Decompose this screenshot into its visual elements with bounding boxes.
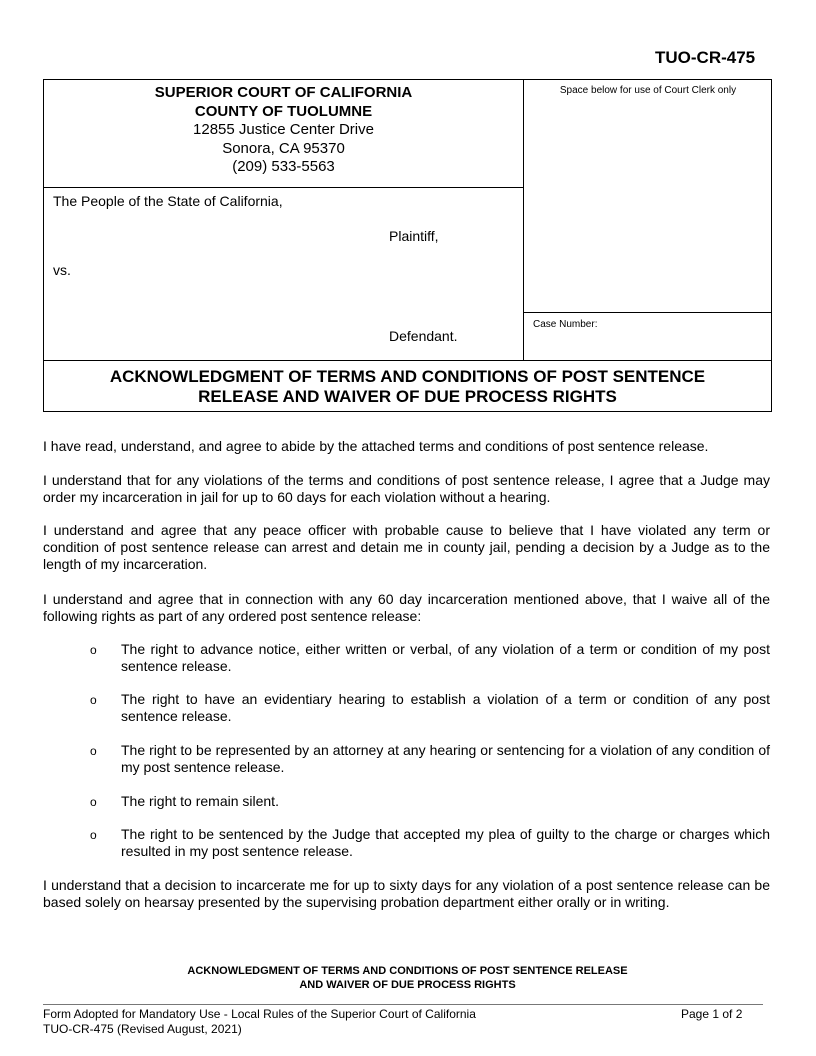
caption-divider-vertical	[523, 79, 524, 360]
bullet-icon: o	[90, 693, 97, 707]
caption-divider-title	[43, 360, 772, 361]
right-item: The right to be sentenced by the Judge that accepted my plea of guilty to the charge or charges which resulted in my post sentence release.	[121, 826, 770, 859]
bullet-icon: o	[90, 744, 97, 758]
court-name: SUPERIOR COURT OF CALIFORNIA	[154, 84, 413, 101]
court-header	[44, 84, 523, 177]
footer-info	[43, 1007, 476, 1037]
footer-rule	[43, 1004, 763, 1005]
people-label: The People of the State of California,	[53, 193, 283, 209]
caption-divider-court	[43, 187, 524, 188]
bullet-icon: o	[90, 828, 97, 842]
paragraph-peace-officer: I understand and agree that any peace officer with probable cause to believe that I have violated any term or condition of post sentence release can arrest and detain me in county jail, pending a decision by a Judge as to the length of my incarceration.	[43, 522, 770, 572]
right-item: The right to remain silent.	[121, 793, 279, 809]
paragraph-violations: I understand that for any violations of the terms and conditions of post sentence release, I agree that a Judge may order my incarceration in jail for up to 60 days for each violation without a hearing.	[43, 472, 770, 505]
right-item: The right to be represented by an attorney at any hearing or sentencing for a violation of any condition of my post sentence release.	[121, 742, 770, 775]
right-item: The right to advance notice, either written or verbal, of any violation of a term or condition of my post sentence release.	[121, 641, 770, 674]
court-address: 12855 Justice Center Drive	[193, 121, 374, 138]
plaintiff-label: Plaintiff,	[389, 228, 439, 244]
court-county: COUNTY OF TUOLUMNE	[194, 102, 373, 120]
document-title-line1: ACKNOWLEDGMENT OF TERMS AND CONDITIONS OF POST SENTENCE	[109, 367, 706, 386]
bullet-icon: o	[90, 795, 97, 809]
footer-revision: TUO-CR-475 (Revised August, 2021)	[43, 1022, 242, 1036]
vs-label: vs.	[53, 262, 71, 278]
paragraph-waive-rights: I understand and agree that in connection with any 60 day incarceration mentioned above, that I waive all of the following rights as part of any ordered post sentence release:	[43, 591, 770, 624]
bullet-icon: o	[90, 643, 97, 657]
paragraph-read-agree: I have read, understand, and agree to abide by the attached terms and conditions of post sentence release.	[43, 438, 709, 454]
paragraph-hearsay: I understand that a decision to incarcerate me for up to sixty days for any violation of a post sentence release can be based solely on hearsay presented by the supervising probation department either orally or in writing.	[43, 877, 770, 910]
right-item: The right to have an evidentiary hearing to establish a violation of a term or condition of any post sentence release.	[121, 691, 770, 724]
caption-divider-case	[523, 312, 772, 313]
footer-adopted: Form Adopted for Mandatory Use - Local Rules of the Superior Court of California	[43, 1007, 476, 1021]
footer-title-line2: AND WAIVER OF DUE PROCESS RIGHTS	[299, 979, 516, 991]
form-id: TUO-CR-475	[655, 48, 756, 67]
document-title-line2: RELEASE AND WAIVER OF DUE PROCESS RIGHTS	[198, 387, 617, 406]
case-number-label: Case Number:	[533, 319, 598, 330]
court-city: Sonora, CA 95370	[222, 139, 345, 157]
page-number: Page 1 of 2	[681, 1007, 743, 1021]
court-phone: (209) 533-5563	[232, 158, 335, 175]
document-title	[44, 367, 771, 407]
footer-title-line1: ACKNOWLEDGMENT OF TERMS AND CONDITIONS OF POST SENTENCE RELEASE	[187, 965, 628, 977]
defendant-label: Defendant.	[389, 328, 458, 344]
clerk-note: Space below for use of Court Clerk only	[559, 85, 737, 96]
footer-title	[43, 964, 772, 992]
